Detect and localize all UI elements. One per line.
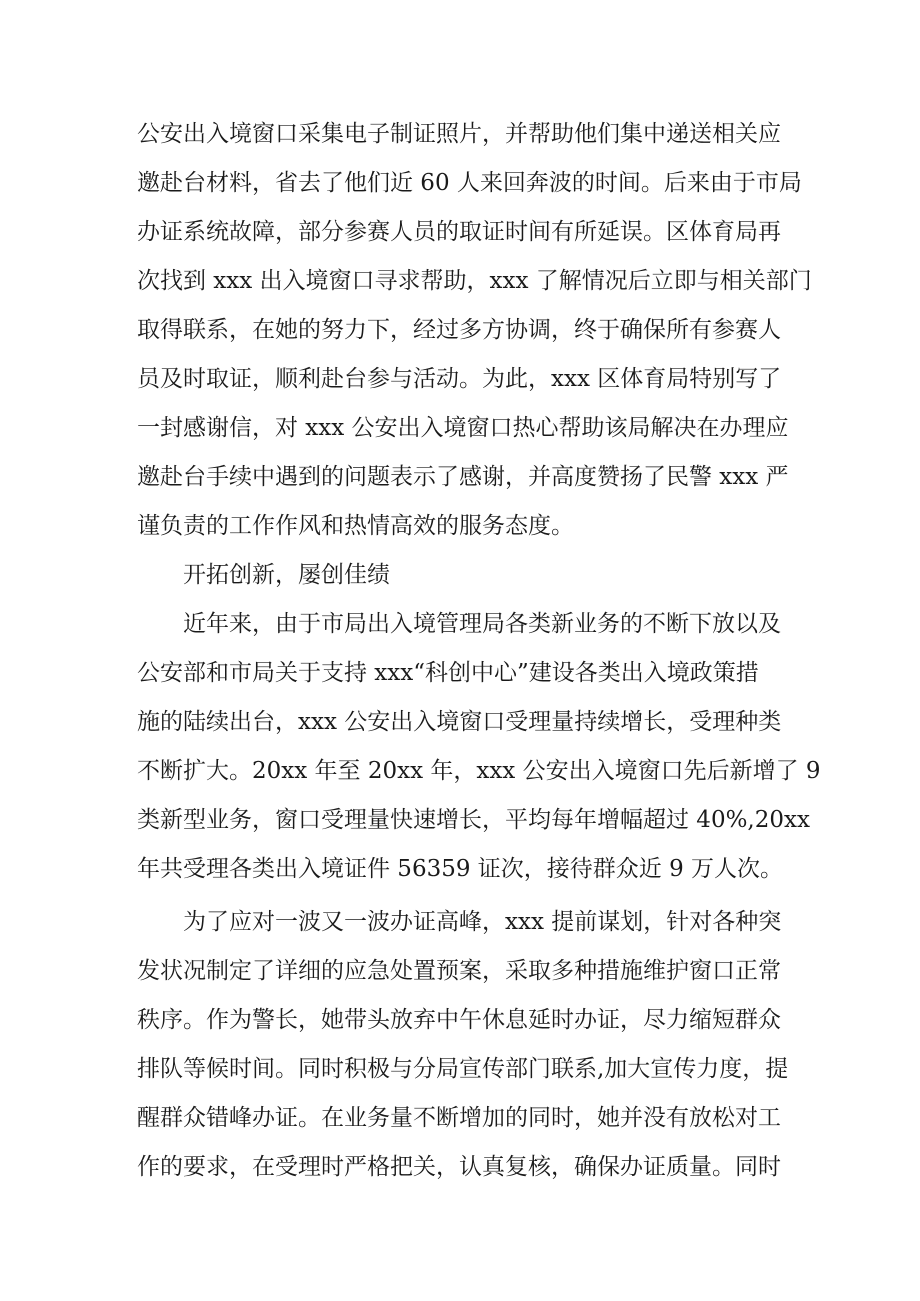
section-heading: 开拓创新，屡创佳绩 [183,562,390,588]
text-line: 为了应对一波又一波办证高峰，xxx 提前谋划，针对各种突 [183,909,782,935]
text-line: 取得联系，在她的努力下，经过多方协调，终于确保所有参赛人 [137,317,781,343]
text-line: 施的陆续出台，xxx 公安出入境窗口受理量持续增长，受理种类 [137,709,782,735]
text-line: 一封感谢信，对 xxx 公安出入境窗口热心帮助该局解决在办理应 [137,415,789,441]
text-line: 排队等候时间。同时积极与分局宣传部门联系,加大宣传力度，提 [137,1056,789,1082]
text-line: 员及时取证，顺利赴台参与活动。为此，xxx 区体育局特别写了 [137,366,782,392]
text-line: 公安部和市局关于支持 xxx“科创中心”建设各类出入境政策措 [137,660,759,686]
text-line: 次找到 xxx 出入境窗口寻求帮助，xxx 了解情况后立即与相关部门 [137,268,812,294]
text-line: 不断扩大。20xx 年至 20xx 年，xxx 公安出入境窗口先后新增了 9 [137,758,821,784]
text-line: 邀赴台材料，省去了他们近 60 人来回奔波的时间。后来由于市局 [137,170,802,196]
text-line: 作的要求，在受理时严格把关，认真复核，确保办证质量。同时 [137,1154,781,1180]
text-line: 办证系统故障，部分参赛人员的取证时间有所延误。区体育局再 [137,219,781,245]
text-line: 秩序。作为警长，她带头放弃中午休息延时办证，尽力缩短群众 [137,1007,781,1033]
text-line: 年共受理各类出入境证件 56359 证次，接待群众近 9 万人次。 [137,856,784,882]
text-line: 谨负责的工作作风和热情高效的服务态度。 [137,513,574,539]
text-line: 醒群众错峰办证。在业务量不断增加的同时，她并没有放松对工 [137,1105,781,1131]
text-line: 公安出入境窗口采集电子制证照片，并帮助他们集中递送相关应 [137,121,781,147]
text-line: 邀赴台手续中遇到的问题表示了感谢，并高度赞扬了民警 xxx 严 [137,464,789,490]
text-line: 近年来，由于市局出入境管理局各类新业务的不断下放以及 [183,611,781,637]
text-line: 类新型业务，窗口受理量快速增长，平均每年增幅超过 40%,20xx [137,807,810,833]
text-line: 发状况制定了详细的应急处置预案，采取多种措施维护窗口正常 [137,958,781,984]
